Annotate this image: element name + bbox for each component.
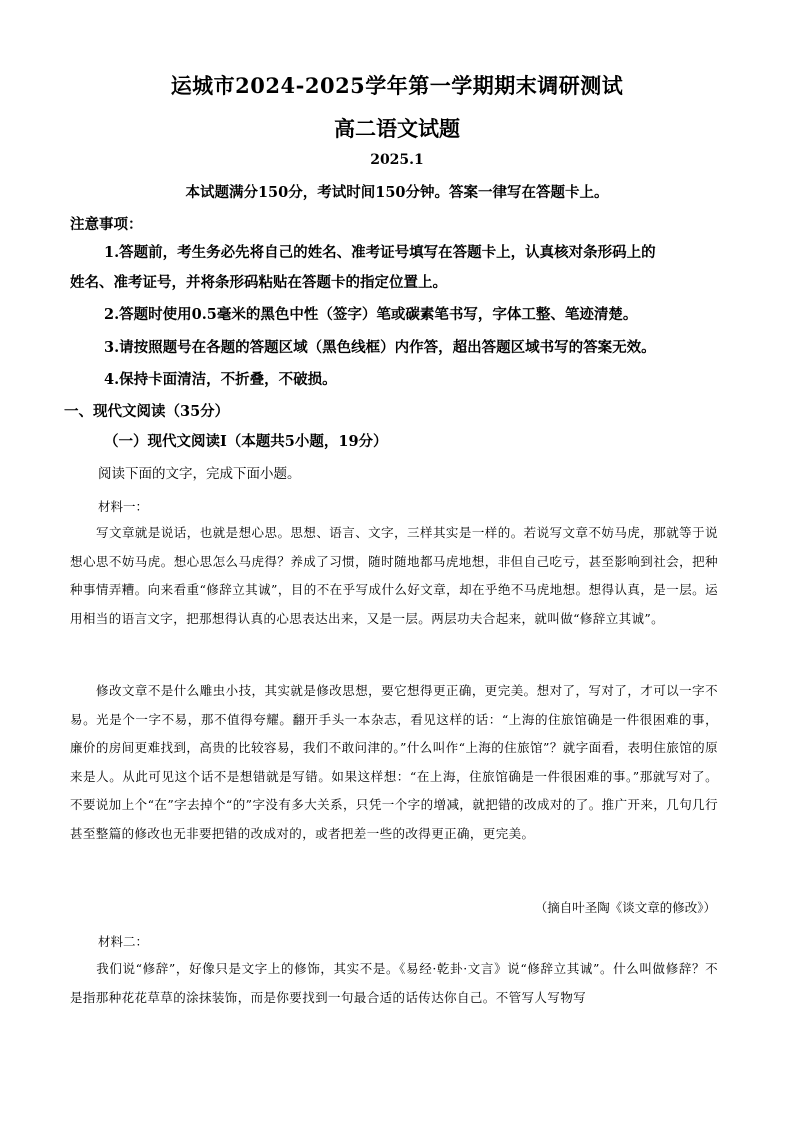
reading-instruction: 阅读下面的文字，完成下面小题。: [98, 466, 301, 482]
material2-label: 材料二：: [98, 934, 149, 949]
subsection-heading: （一）现代文阅读Ⅰ（本题共5小题，19分）: [104, 433, 388, 450]
notice-item-3: [70, 333, 730, 363]
material2-paragraph-1: [70, 955, 718, 1012]
material1-label: 材料一：: [98, 499, 149, 514]
notice-item-4-text: 4.保持卡面清洁，不折叠，不破损。: [104, 371, 337, 388]
notice-item-3-text: 3.请按照题号在各题的答题区域（黑色线框）内作答，超出答题区域书写的答案无效。: [104, 339, 656, 356]
notice-item-2: [70, 300, 730, 330]
material1-paragraph-1-text: 写文章就是说话，也就是想心思。思想、语言、文字，三样其实是一样的。若说写文章不妨马虎，那就等于说想心思不妨马虎。想心思怎么马虎得？养成了习惯，随时随地都马虎地想，非但自己吃亏，甚至影响到社会，把种种事情弄糟。向来看重“修辞立其诚”，目的不在乎写成什么好文章，却在乎绝不马虎地想。想得认真，是一层。运用相当的语言文字，把那想得认真的心思表达出来，又是一层。两层功夫合起来，就叫做“修辞立其诚”。: [70, 525, 718, 626]
exam-title: 运城市2024-2025学年第一学期期末调研测试: [170, 73, 624, 98]
notice-item-4: [70, 365, 730, 395]
notice-item-2-text: 2.答题时使用0.5毫米的黑色中性（签字）笔或碳素笔书写，字体工整、笔迹清楚。: [104, 306, 638, 323]
exam-date: 2025.1: [370, 152, 424, 168]
notice-item-1-line1: 1.答题前，考生务必先将自己的姓名、准考证号填写在答题卡上，认真核对条形码上的: [104, 244, 656, 261]
material1-paragraph-2-text: 修改文章不是什么雕虫小技，其实就是修改思想，要它想得更正确，更完美。想对了，写对了，才可以一字不易。光是个一字不易，那不值得夸耀。翻开手头一本杂志，看见这样的话：“上海的住旅馆确是一件很困难的事，廉价的房间更难找到，高贵的比较容易，我们不敢问津的。”什么叫作“上海的住旅馆”？就字面看，表明住旅馆的原来是人。从此可见这个话不是想错就是写错。如果这样想：“在上海，住旅馆确是一件很困难的事。”那就写对了。不要说加上个“在”字去掉个“的”字没有多大关系，只凭一个字的增减，就把错的改成对的了。推广开来，几句几行甚至整篇的修改也无非要把错的改成对的，或者把差一些的改得更正确，更完美。: [70, 683, 718, 841]
notice-item-1: [70, 238, 730, 298]
exam-note: 本试题满分150分，考试时间150分钟。答案一律写在答题卡上。: [185, 184, 609, 201]
material1-paragraph-2: [70, 677, 718, 849]
section-heading: 一、现代文阅读（35分）: [64, 403, 230, 420]
material2-paragraph-1-text: 我们说“修辞”，好像只是文字上的修饰，其实不是。《易经·乾卦·文言》说“修辞立其诚”。什么叫做修辞？不是指那种花花草草的涂抹装饰，而是你要找到一句最合适的话传达你自己。不管写人写物写: [70, 961, 718, 1005]
notices-heading: 注意事项：: [70, 216, 143, 233]
notice-item-1-line2: 姓名、准考证号，并将条形码粘贴在答题卡的指定位置上。: [70, 274, 447, 291]
exam-subtitle: 高二语文试题: [334, 116, 460, 141]
material1-paragraph-1: [70, 519, 718, 633]
material1-source: （摘自叶圣陶《谈文章的修改》）: [534, 900, 716, 915]
